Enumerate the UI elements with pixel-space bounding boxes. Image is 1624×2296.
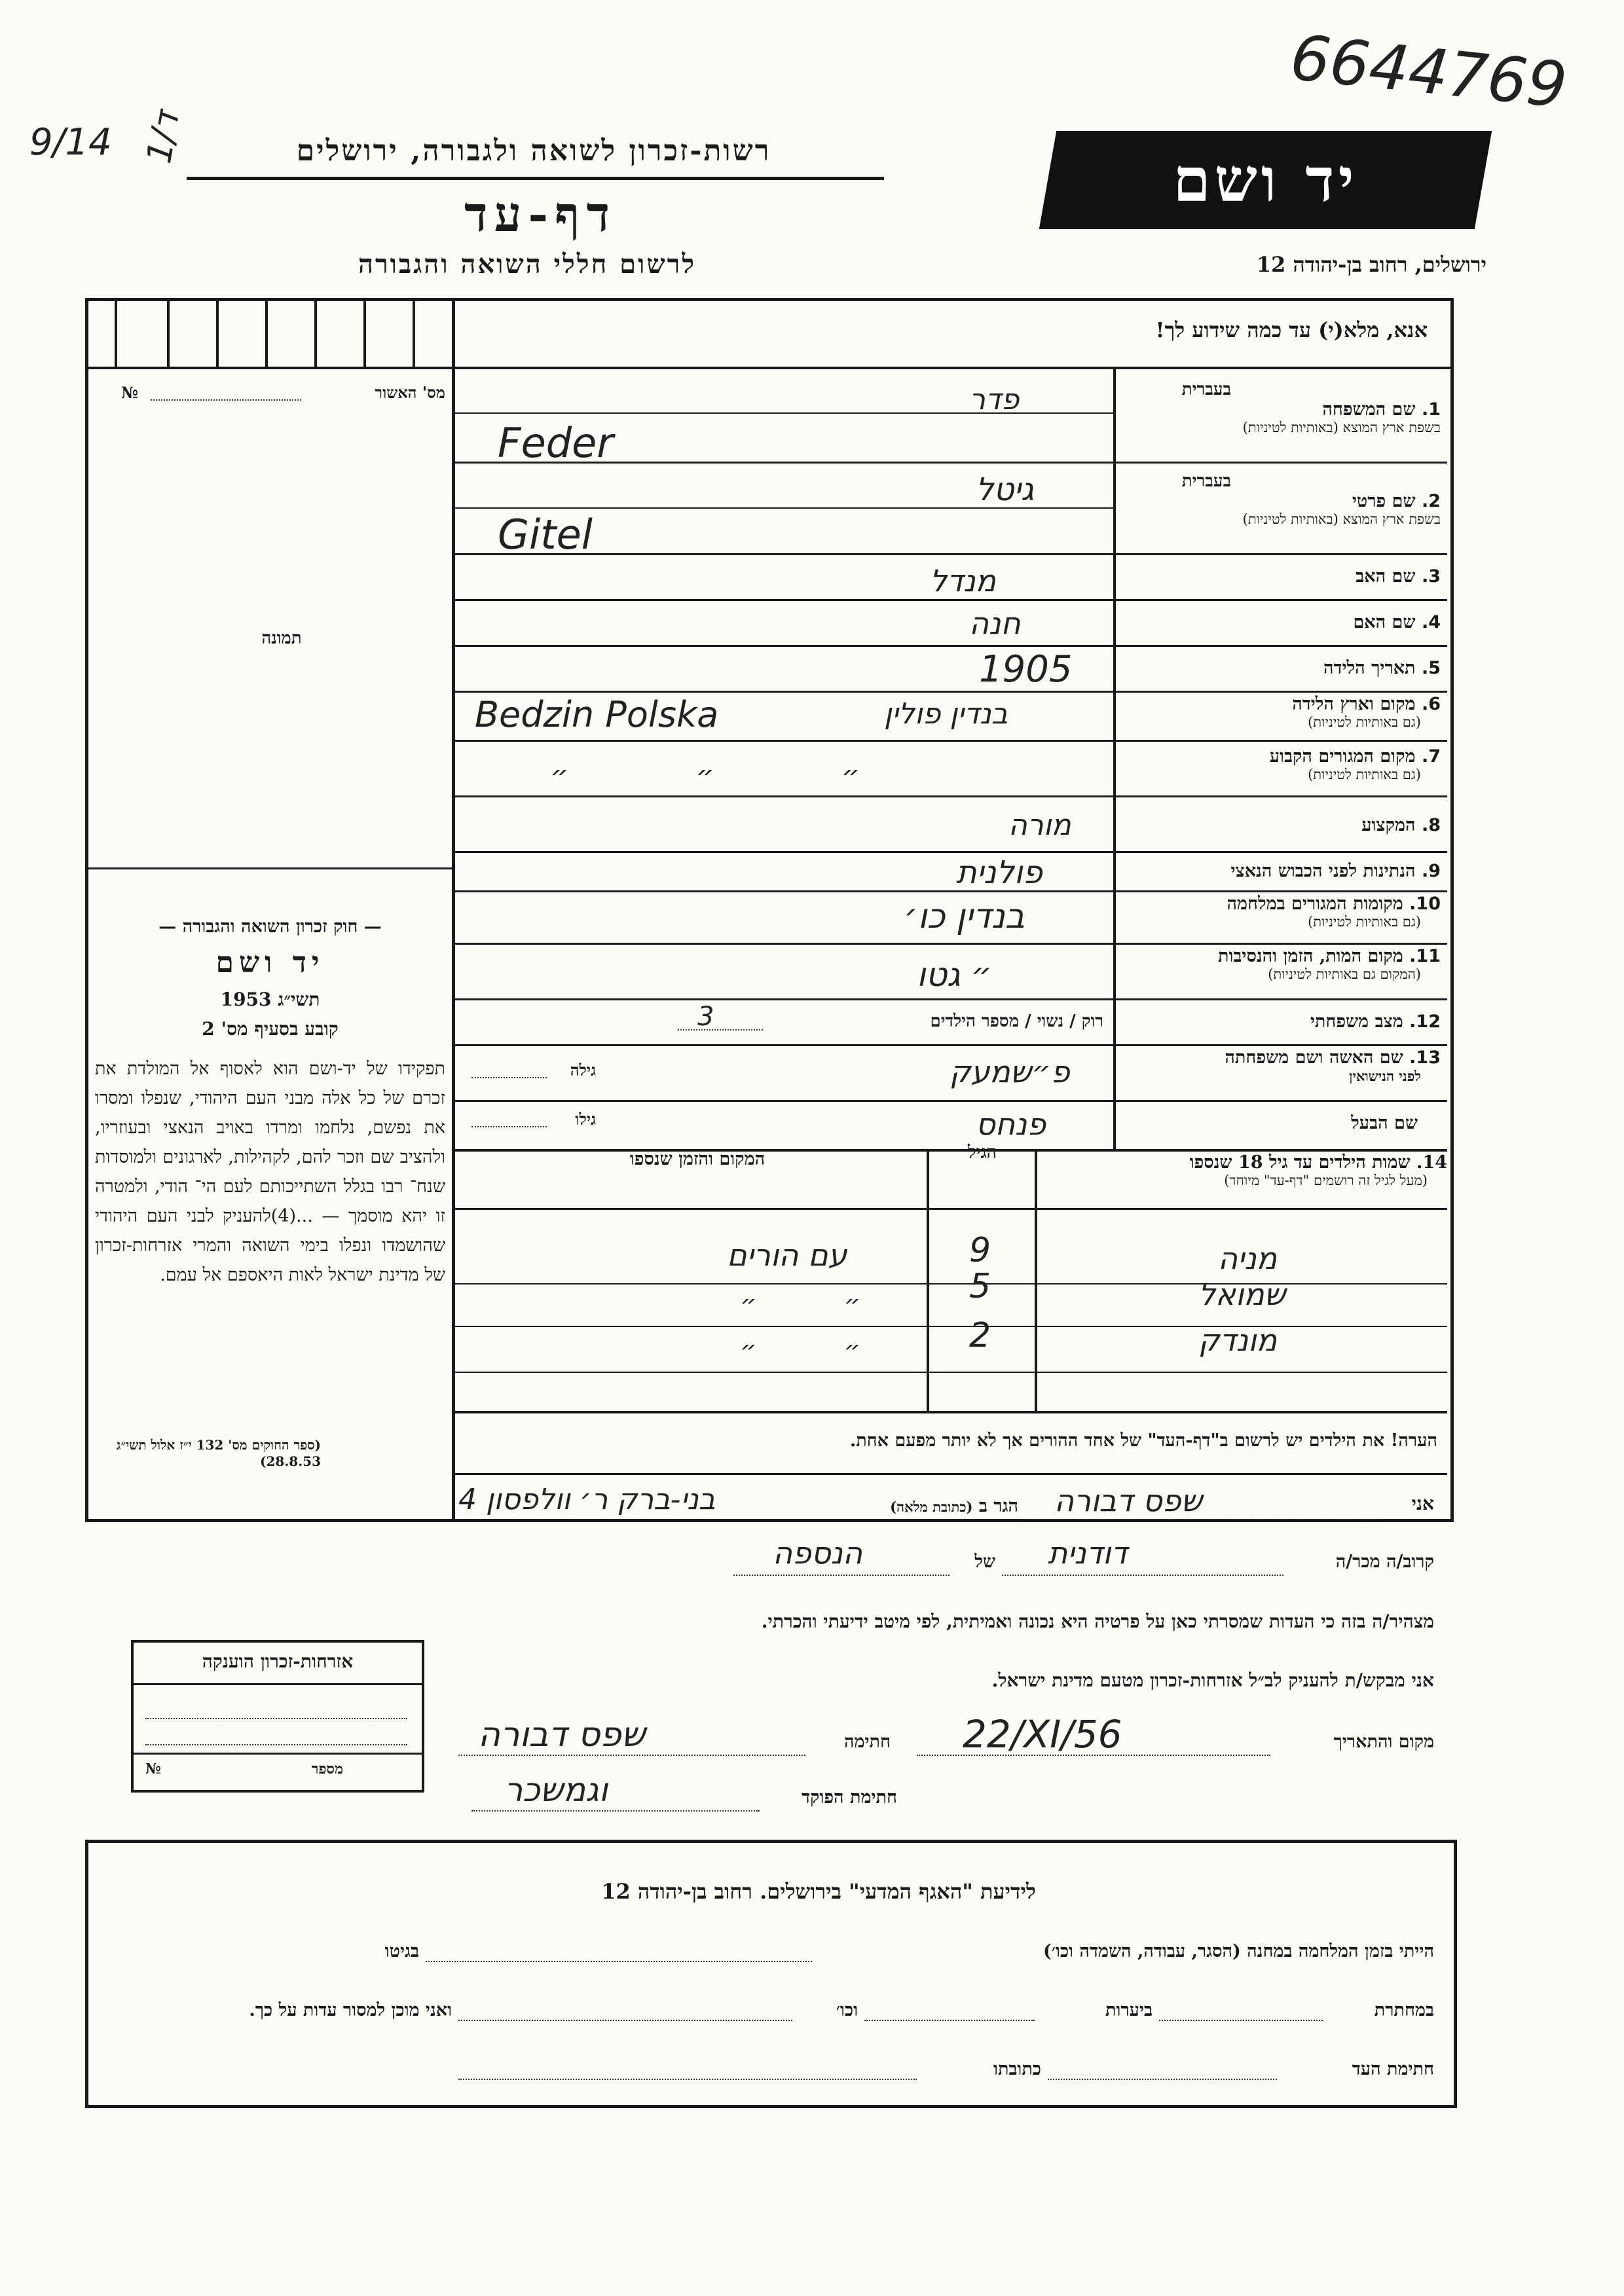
bottom-line-1-dots — [426, 1961, 812, 1962]
child-2-place: ״ ״ — [740, 1290, 900, 1320]
children-col-age: הגיל — [967, 1142, 997, 1163]
law-title: — חוק זכרון השואה והגבורה — — [158, 917, 382, 937]
bottom-etc-dots — [458, 2020, 792, 2021]
citizenship-number-label: מספר — [311, 1760, 343, 1777]
surname-latin: Feder — [498, 419, 614, 467]
child-row-line-1 — [455, 1283, 1447, 1285]
surname-hebrew: פדר — [969, 383, 1020, 416]
child-3-place: ״ ״ — [740, 1336, 900, 1366]
authority-title: רשות-זכרון לשואה ולגבורה, ירושלים — [296, 134, 771, 168]
child-1-place: עם הורים — [727, 1237, 847, 1273]
resides-label: הגר ב (כתובת מלאה) — [890, 1496, 1018, 1516]
husband-age-dots — [471, 1126, 547, 1127]
row-line-3 — [455, 599, 1447, 601]
intro-text: אנא, מלא(י) עד כמה שידוע לך! — [1155, 318, 1428, 342]
child-row-line-2 — [455, 1326, 1447, 1327]
officer-label: חתימת הפוקד — [802, 1787, 897, 1808]
law-top-line — [88, 867, 452, 869]
child-row-line-3 — [455, 1372, 1447, 1373]
approval-no: № — [121, 383, 139, 402]
signature-label: חתימה — [843, 1732, 891, 1752]
birthplace-latin: Bedzin Polska — [475, 694, 719, 735]
wife-age-label: גילה — [570, 1061, 596, 1080]
declarant-name: שפס דבורה — [1054, 1483, 1203, 1518]
field-2-label: בעברית 2. שם פרטי בשפת ארץ המוצא (באותיות לטיניות) — [1181, 471, 1441, 527]
child-1-name: מניה — [1218, 1241, 1278, 1276]
citizenship-box — [131, 1640, 424, 1793]
law-year: תשי״ג 1953 — [220, 989, 320, 1010]
of-value: הנספה — [773, 1535, 863, 1571]
profession-value: מורה — [1008, 809, 1071, 842]
row-line-4 — [455, 645, 1447, 647]
field-8-label: 8. המקצוע — [1361, 815, 1441, 835]
relation-value: דודנית — [1048, 1535, 1128, 1571]
field-10-label: 10. מקומות המגורים במלחמה (גם באותיות לטיניות) — [1227, 894, 1441, 930]
row-line-6 — [455, 740, 1447, 742]
of-label: של — [974, 1552, 995, 1572]
bottom-witness-dots — [1048, 2079, 1277, 2080]
bottom-address-label: כתובתו — [993, 2059, 1041, 2079]
officer-signature: וגמשכר — [504, 1771, 608, 1809]
top-row-line — [85, 367, 1450, 369]
children-header-line — [455, 1208, 1447, 1210]
husband-name-value: פנחס — [976, 1106, 1046, 1142]
children-bottom-line — [455, 1411, 1447, 1413]
death-place-value: ״ גטו — [917, 956, 992, 994]
bottom-underground-dots — [1159, 2020, 1323, 2021]
residence-value: ״ ״ ״ — [550, 759, 919, 793]
authority-underline — [187, 177, 884, 180]
bottom-witness-signature: חתימת העד — [1352, 2059, 1434, 2079]
bottom-underground: במחתרת — [1374, 2000, 1434, 2020]
declaration-line-1: אני — [1411, 1493, 1434, 1514]
field-1-label: בעברית 1. שם המשפחה בשפת ארץ המוצא (באותיות לטיניות) — [1181, 380, 1441, 435]
field-3-label: 3. שם האב — [1356, 566, 1441, 587]
margin-note2-handwritten: ד/1 — [139, 108, 187, 167]
child-1-age: 9 — [969, 1231, 991, 1270]
children-count: 3 — [697, 1002, 714, 1032]
relation-dots — [1002, 1575, 1283, 1576]
birthplace-hebrew: בנדין פולין — [884, 697, 1008, 731]
bottom-testimony: ואני מוכן למסור עדות על כך. — [249, 2000, 452, 2020]
bottom-title: לידיעת "האגף המדעי" בירושלים. רחוב בן-יהודה 12 — [601, 1879, 1036, 1904]
birth-date: 1905 — [979, 648, 1073, 691]
row-line-5 — [455, 691, 1447, 693]
law-name: יד ושם — [215, 946, 325, 979]
serial-number-handwritten: 6644769 — [1287, 22, 1570, 122]
row-line-13 — [455, 1100, 1447, 1102]
field-7-label: 7. מקום המגורים הקבוע (גם באותיות לטיניות) — [1269, 746, 1441, 782]
husband-age-label: גילו — [575, 1110, 596, 1129]
relative-label: קרוב/ה מכר/ה — [1335, 1552, 1434, 1572]
row-line-9 — [455, 890, 1447, 892]
child-3-age: 2 — [969, 1316, 991, 1355]
field-9-label: 9. הנתינות לפני הכבוש הנאצי — [1230, 861, 1441, 881]
row-line-8 — [455, 851, 1447, 853]
row-line-11 — [455, 998, 1447, 1000]
statement-2: אני מבקש/ת להעניק לב״ל אזרחות-זכרון מטעם מדינת ישראל. — [991, 1669, 1434, 1691]
bottom-etc: וכו׳ — [836, 2000, 858, 2020]
child-3-name: מונדק — [1198, 1322, 1277, 1358]
signature-value: שפס דבורה — [478, 1715, 646, 1755]
officer-dots — [471, 1810, 760, 1812]
declarant-address: בני-ברק ר׳ וולפסון 4 — [458, 1483, 716, 1516]
left-column-divider — [452, 298, 455, 1519]
nationality-value: פולנית — [956, 854, 1043, 891]
law-source: (ספר החוקים מס' 132 י״ז אלול תשי״ג 28.8.53) — [116, 1437, 321, 1469]
code-boxes — [88, 301, 452, 367]
citizenship-dots-1 — [145, 1718, 407, 1719]
row-line-7 — [455, 795, 1447, 797]
margin-note-handwritten: 9/14 — [29, 121, 112, 164]
field-6-label: 6. מקום וארץ הלידה (גם באותיות לטיניות) — [1292, 694, 1441, 730]
bottom-address-dots — [458, 2079, 917, 2080]
row-line-12 — [455, 1044, 1447, 1046]
logo-text: יד ושם — [1173, 145, 1358, 215]
row-line-2 — [455, 553, 1447, 555]
field-11-label: 11. מקום המות, הזמן והנסיבות (המקום גם באותיות לטיניות) — [1218, 946, 1441, 982]
date-dots — [917, 1755, 1270, 1756]
bottom-forests: ביערות — [1105, 2000, 1153, 2020]
children-count-dots — [678, 1029, 763, 1030]
field-4-label: 4. שם האם — [1353, 612, 1441, 632]
remark-bottom-line — [455, 1473, 1447, 1475]
bottom-line-1-end: בגיטו — [384, 1941, 419, 1961]
children-title: 14. שמות הילדים עד גיל 18 שנספו (מעל לגיל זה רושמים "דף-עד" מיוחד) — [1189, 1152, 1447, 1188]
photo-label: תמונה — [261, 629, 302, 648]
statement-1: מצהיר/ה בזה כי העדות שמסרתי כאן על פרטיה היא נכונה ואמיתית, לפי מיטב ידיעתי והכרתי. — [761, 1611, 1434, 1632]
field-12-label: 12. מצב משפחתי — [1310, 1011, 1441, 1032]
wartime-residence-value: בנדין כו׳ — [904, 897, 1025, 936]
label-column-divider — [1113, 367, 1116, 1149]
signature-dots — [458, 1755, 805, 1756]
place-date-label: מקום והתאריך — [1333, 1732, 1434, 1752]
wife-age-dots — [471, 1077, 547, 1078]
form-title: דף-עד — [464, 187, 617, 243]
approval-label: מס' האשור — [375, 383, 445, 402]
form-subtitle: לרשום חללי השואה והגבורה — [358, 249, 697, 280]
row-line-10 — [455, 943, 1447, 945]
bottom-line-1-text: הייתי בזמן המלחמה במחנה (הסגר, עבודה, השמדה וכו׳) — [1043, 1941, 1434, 1961]
marital-status-text: רוק / נשוי / מספר הילדים — [930, 1011, 1103, 1031]
address-line: ירושלים, רחוב בן-יהודה 12 — [1256, 252, 1486, 277]
yad-vashem-logo — [1039, 131, 1492, 229]
citizenship-dots-2 — [145, 1744, 407, 1745]
wife-name-value: פ״שמעק — [950, 1054, 1070, 1089]
law-text: תפקידו של יד-ושם הוא לאסוף אל המולדת את זכרם של כל אלה מבני העם היהודי, שנפלו ומסרו את נפשם, נלחמו ומרדו באויב הנאצי ובעוזריו, ולהציב שם וזכר להם, לקהילות, לארגונים ולמוסדות שנח־ רבו בגלל השתייכותם לעם הי־ הודי, ולמטרה זו יהא מוסמך — ...(4)להעניק לבני העם היהודי שהושמדו ונפלו בימי השואה והמרי אזרחות-זכרון של מדינת ישראל לאות היאספם אל עמם. — [95, 1059, 445, 1285]
citizenship-no: № — [145, 1760, 161, 1777]
child-2-age: 5 — [969, 1267, 991, 1306]
children-col-place: המקום והזמן שנספו — [629, 1149, 766, 1169]
approval-dots — [151, 399, 301, 401]
father-name: מנדל — [930, 563, 996, 598]
citizenship-title: אזרחות-זכרון הוענקה — [202, 1650, 354, 1672]
child-2-name: שמואל — [1198, 1277, 1286, 1312]
mother-name: חנה — [969, 606, 1021, 641]
given-name-latin: Gitel — [498, 511, 593, 558]
declarant-name-dots — [1022, 1519, 1382, 1520]
bottom-forests-dots — [864, 2020, 1035, 2021]
husband-name-label: שם הבעל — [1351, 1113, 1418, 1133]
children-remark: הערה! את הילדים יש לרשום ב"דף-העד" של אחד ההורים אך לא יותר מפעם אחת. — [849, 1430, 1437, 1451]
field-5-label: 5. תאריך הלידה — [1323, 658, 1441, 678]
law-clause: קובע בסעיף מס' 2 — [202, 1018, 339, 1040]
field-13-label: 13. שם האשה ושם משפחתה לפני הנישואין — [1225, 1048, 1441, 1084]
given-name-hebrew: גיטל — [976, 471, 1034, 508]
of-dots — [733, 1575, 950, 1576]
date-value: 22/XI/56 — [963, 1712, 1122, 1757]
